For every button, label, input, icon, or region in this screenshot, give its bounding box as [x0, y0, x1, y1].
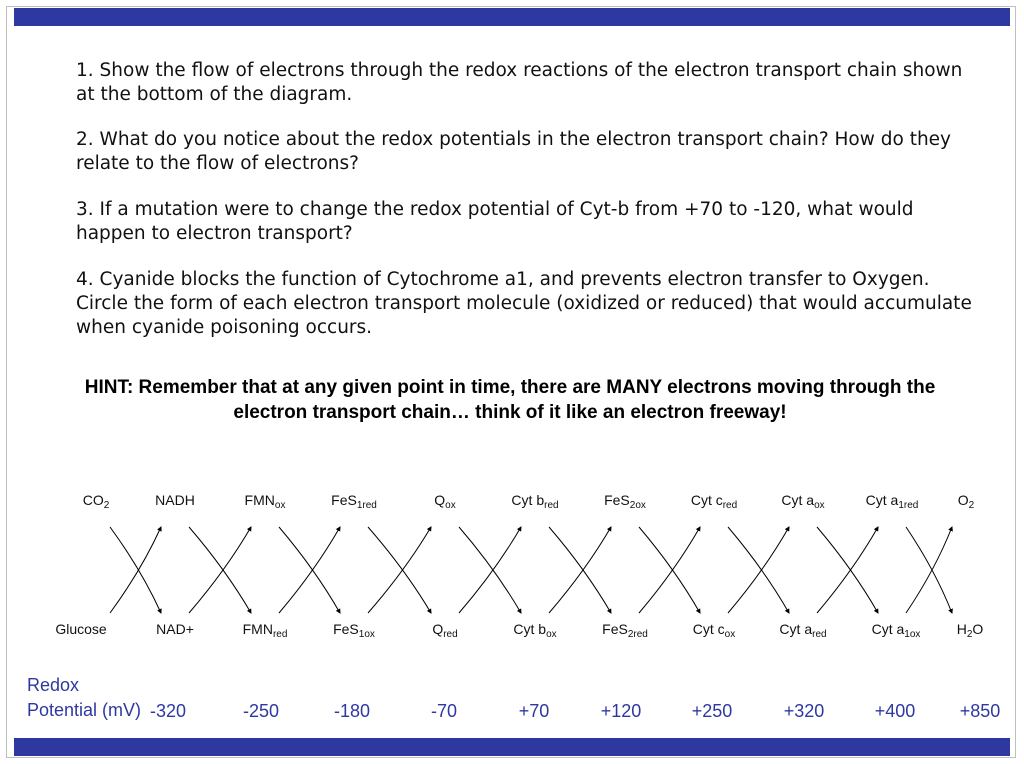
- top-molecule-label: $CO_2$: [82, 492, 110, 511]
- flow-arrow-up: [817, 527, 878, 613]
- bottom-molecule-label: Cyt $b_{ox}$: [513, 621, 557, 640]
- flow-arrow-up: [906, 527, 952, 613]
- redox-value: -70: [430, 701, 458, 721]
- top-molecule-label: $FMN_{ox}$: [244, 492, 286, 511]
- top-molecule-label: NADH: [155, 492, 195, 508]
- hint-text: HINT: Remember that at any given point in time, there are MANY electrons moving through the electron transport chain… think of it like an electron freeway!: [84, 377, 936, 423]
- top-molecule-label: Cyt $c_{red}$: [690, 492, 738, 511]
- redox-value: -320: [149, 701, 187, 721]
- top-molecule-label: Cyt $b_{red}$: [511, 492, 559, 511]
- bottom-molecule-label: $Q_{red}$: [432, 621, 458, 640]
- bottom-molecule-label: FeS$_{1ox}$: [333, 621, 375, 640]
- redox-value: +850: [959, 701, 1001, 721]
- flow-arrow-up: [728, 527, 789, 613]
- flow-arrow-up: [189, 527, 251, 613]
- flow-arrow-down: [368, 527, 431, 613]
- top-molecule-label: Cyt $a_{ox}$: [781, 492, 825, 511]
- bottom-molecule-label: Cyt $c_{ox}$: [692, 621, 736, 640]
- redox-value: +70: [518, 701, 550, 721]
- redox-value: -180: [333, 701, 371, 721]
- flow-arrow-down: [817, 527, 878, 613]
- bottom-molecule-label: FeS$_{2red}$: [602, 621, 648, 640]
- flow-arrow-up: [279, 527, 340, 613]
- flow-arrow-up: [110, 527, 161, 613]
- flow-arrow-down: [728, 527, 789, 613]
- bottom-molecule-label: Glucose: [55, 621, 107, 637]
- redox-value: +400: [874, 701, 916, 721]
- top-molecule-label: $Q_{ox}$: [434, 492, 456, 511]
- bottom-molecule-label: NAD+: [156, 621, 194, 637]
- redox-value: +320: [783, 701, 825, 721]
- top-molecule-label: FeS$_{2ox}$: [604, 492, 646, 511]
- redox-value: +120: [600, 701, 642, 721]
- flow-arrow-down: [279, 527, 340, 613]
- redox-value: -250: [242, 701, 280, 721]
- flow-arrow-down: [906, 527, 952, 613]
- top-molecule-label: $O_2$: [957, 492, 975, 511]
- flow-arrow-up: [459, 527, 521, 613]
- flow-arrow-up: [368, 527, 431, 613]
- bottom-accent-bar: [14, 738, 1010, 756]
- flow-arrow-down: [110, 527, 161, 613]
- flow-arrow-down: [459, 527, 521, 613]
- redox-value: +250: [691, 701, 733, 721]
- top-molecule-label: FeS$_{1red}$: [331, 492, 377, 511]
- flow-arrow-down: [549, 527, 611, 613]
- flow-arrow-up: [639, 527, 700, 613]
- redox-label-line1: Redox: [27, 675, 80, 695]
- bottom-molecule-label: Cyt $a_{red}$: [779, 621, 827, 640]
- bottom-molecule-label: $H_2O$: [956, 621, 984, 640]
- bottom-molecule-label: Cyt $a_{1ox}$: [871, 621, 921, 640]
- top-molecule-label: Cyt $a_{1red}$: [865, 492, 919, 511]
- question-1: 1. Show the flow of electrons through the redox reactions of the electron transport chain shown at the bottom of the diagram.: [76, 60, 963, 105]
- question-4: 4. Cyanide blocks the function of Cytochrome a1, and prevents electron transfer to Oxygen. Circle the form of each electron transport molecule (oxidized or reduced) that would accumulate when cyanide poisoning occurs.: [76, 269, 972, 338]
- question-2: 2. What do you notice about the redox potentials in the electron transport chain? How do they relate to the flow of electrons?: [76, 129, 952, 174]
- flow-arrow-down: [639, 527, 700, 613]
- redox-label-line2: Potential (mV): [27, 700, 142, 720]
- flow-arrow-down: [189, 527, 251, 613]
- question-3: 3. If a mutation were to change the redox potential of Cyt-b from +70 to -120, what would happen to electron transport?: [76, 199, 914, 244]
- flow-arrow-up: [549, 527, 611, 613]
- bottom-molecule-label: $FMN_{red}$: [242, 621, 288, 640]
